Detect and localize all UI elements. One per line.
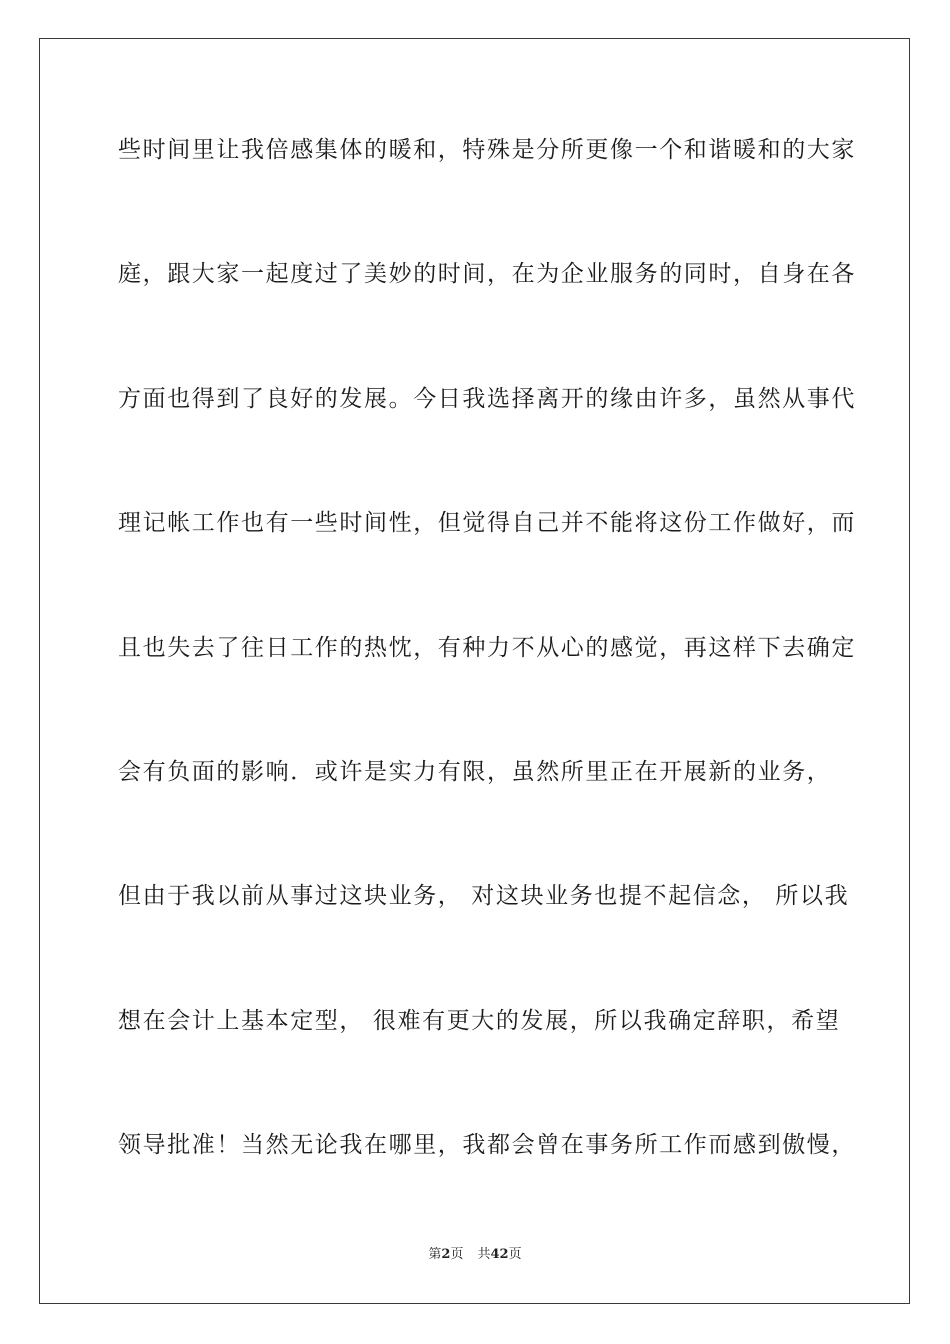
text-line: 些时间里让我倍感集体的暖和，特殊是分所更像一个和谐暖和的大家 [118, 137, 856, 163]
text-line: 但由于我以前从事过这块业务， 对这块业务也提不起信念， 所以我 [118, 883, 850, 910]
text-line: 领导批准！当然无论我在哪里，我都会曾在事务所工作而感到傲慢， [118, 1132, 856, 1159]
text-line: 且也失去了往日工作的热忱，有种力不从心的感觉，再这样下去确定 [118, 634, 856, 661]
text-line: 想在会计上基本定型， 很难有更大的发展，所以我确定辞职，希望 [118, 1007, 841, 1034]
page-suffix: 页 [450, 1247, 464, 1262]
text-line: 会有负面的影响．或许是实力有限，虽然所里正在开展新的业务， [118, 758, 832, 785]
text-line: 庭，跟大家一起度过了美妙的时间，在为企业服务的同时，自身在各 [118, 261, 856, 288]
total-suffix: 页 [508, 1247, 522, 1262]
text-line: 方面也得到了良好的发展。今日我选择离开的缘由许多，虽然从事代 [118, 385, 856, 412]
text-line: 理记帐工作也有一些时间性，但觉得自己并不能将这份工作做好，而 [118, 510, 856, 537]
page-footer [0, 1245, 950, 1265]
total-pages: 42 [490, 1247, 509, 1262]
page-number: 2 [441, 1247, 451, 1262]
page-prefix: 第 [428, 1247, 442, 1262]
document-body [118, 128, 856, 1248]
total-prefix: 共 [477, 1247, 491, 1262]
